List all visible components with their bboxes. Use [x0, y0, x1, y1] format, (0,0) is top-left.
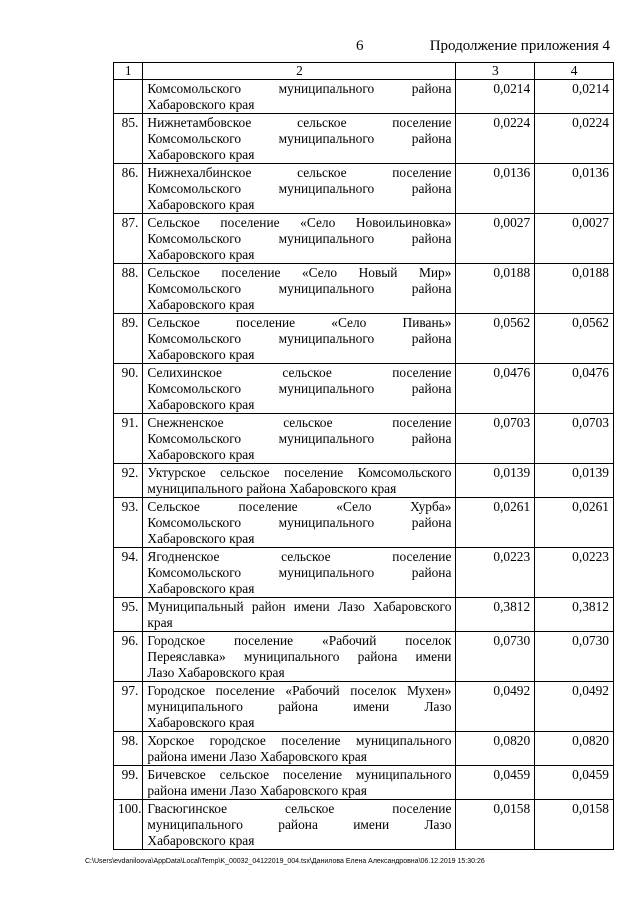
- municipality-name: [143, 766, 456, 800]
- value-column-4: 0,0223: [535, 548, 614, 598]
- row-number: 93.: [114, 498, 143, 548]
- value-column-4: 0,0158: [535, 800, 614, 850]
- table-header-row: [114, 63, 614, 80]
- column-header-3: 3: [456, 63, 535, 80]
- municipality-name: [143, 682, 456, 732]
- value-column-4: 0,0562: [535, 314, 614, 364]
- appendix-continuation-note: Продолжение приложения 4: [429, 38, 610, 54]
- row-number: 92.: [114, 464, 143, 498]
- table-row: [114, 766, 614, 800]
- municipality-name-line: Хабаровского края: [147, 397, 255, 412]
- municipality-name-line: Хабаровского края: [147, 833, 255, 848]
- municipality-name-line: Сельское поселение «Село Пивань»: [147, 315, 452, 330]
- municipality-name-line: Комсомольского муниципального района: [147, 181, 452, 196]
- value-column-4: 0,0820: [535, 732, 614, 766]
- municipality-name-line: Ягодненское сельское поселение: [147, 549, 452, 564]
- municipality-name-line: Комсомольского муниципального района: [147, 515, 452, 530]
- row-number: 100.: [114, 800, 143, 850]
- table-row: [114, 80, 614, 114]
- row-number: 91.: [114, 414, 143, 464]
- table-row: [114, 214, 614, 264]
- municipality-name-line: Хабаровского края: [147, 581, 255, 596]
- value-column-4: 0,0139: [535, 464, 614, 498]
- table-row: [114, 314, 614, 364]
- value-column-4: 0,0188: [535, 264, 614, 314]
- municipality-name-line: Комсомольского муниципального района: [147, 231, 452, 246]
- municipality-name-line: Хабаровского края: [147, 147, 255, 162]
- municipality-name-line: Городское поселение «Рабочий поселок Мухен»: [147, 683, 452, 698]
- row-number: 89.: [114, 314, 143, 364]
- municipality-name-line: Комсомольского муниципального района: [147, 81, 452, 96]
- table-row: [114, 800, 614, 850]
- value-column-3: 0,0214: [456, 80, 535, 114]
- value-column-4: 0,0224: [535, 114, 614, 164]
- municipality-name-line: Хабаровского края: [147, 247, 255, 262]
- municipality-name-line: Комсомольского муниципального района: [147, 331, 452, 346]
- value-column-3: 0,0027: [456, 214, 535, 264]
- municipality-name-line: Хабаровского края: [147, 197, 255, 212]
- table-row: [114, 732, 614, 766]
- municipality-name-line: Комсомольского муниципального района: [147, 565, 452, 580]
- table-row: [114, 598, 614, 632]
- municipality-name: [143, 414, 456, 464]
- row-number: 98.: [114, 732, 143, 766]
- municipality-name-line: Комсомольского муниципального района: [147, 131, 452, 146]
- value-column-3: 0,0562: [456, 314, 535, 364]
- municipality-name: [143, 548, 456, 598]
- municipality-name-line: Переяславка» муниципального района имени: [147, 649, 452, 664]
- municipality-name: [143, 732, 456, 766]
- value-column-3: 0,0158: [456, 800, 535, 850]
- municipality-name-line: Гвасюгинское сельское поселение: [147, 801, 452, 816]
- table-row: [114, 364, 614, 414]
- municipality-name-line: Сельское поселение «Село Новоильиновка»: [147, 215, 452, 230]
- municipality-name-line: Сельское поселение «Село Новый Мир»: [147, 265, 452, 280]
- municipality-name-line: муниципального района имени Лазо: [147, 699, 452, 714]
- municipality-name-line: Хабаровского края: [147, 447, 255, 462]
- row-number: 87.: [114, 214, 143, 264]
- municipality-name-line: Муниципальный район имени Лазо Хабаровского: [147, 599, 452, 614]
- municipality-name-line: муниципального района имени Лазо: [147, 817, 452, 832]
- municipality-name: [143, 314, 456, 364]
- allocation-table: [113, 62, 614, 850]
- row-number: 86.: [114, 164, 143, 214]
- municipality-name-line: муниципального района Хабаровского края: [147, 481, 397, 496]
- footer-file-path: C:\Users\evdaniloova\AppData\Local\Temp\K_00032_04122019_004.tsx\Данилова Елена Александровна\06.12.2019 15:30:26: [85, 858, 485, 865]
- municipality-name-line: Хабаровского края: [147, 347, 255, 362]
- municipality-name-line: Комсомольского муниципального района: [147, 381, 452, 396]
- municipality-name: [143, 598, 456, 632]
- municipality-name-line: Снежненское сельское поселение: [147, 415, 452, 430]
- municipality-name-line: Лазо Хабаровского края: [147, 665, 285, 680]
- municipality-name: [143, 164, 456, 214]
- municipality-name: [143, 80, 456, 114]
- value-column-4: 0,0136: [535, 164, 614, 214]
- column-header-2: 2: [143, 63, 456, 80]
- municipality-name-line: Комсомольского муниципального района: [147, 431, 452, 446]
- value-column-4: 0,3812: [535, 598, 614, 632]
- value-column-4: 0,0492: [535, 682, 614, 732]
- value-column-3: 0,0139: [456, 464, 535, 498]
- row-number: 94.: [114, 548, 143, 598]
- table-row: [114, 264, 614, 314]
- municipality-name-line: Сельское поселение «Село Хурба»: [147, 499, 452, 514]
- value-column-3: 0,0459: [456, 766, 535, 800]
- municipality-name: [143, 214, 456, 264]
- table-row: [114, 632, 614, 682]
- column-header-4: 4: [535, 63, 614, 80]
- municipality-name-line: края: [147, 615, 173, 630]
- page-number: 6: [356, 38, 364, 54]
- value-column-3: 0,0223: [456, 548, 535, 598]
- row-number: 97.: [114, 682, 143, 732]
- value-column-3: 0,0188: [456, 264, 535, 314]
- value-column-3: 0,0492: [456, 682, 535, 732]
- value-column-4: 0,0730: [535, 632, 614, 682]
- table-row: [114, 682, 614, 732]
- value-column-3: 0,0476: [456, 364, 535, 414]
- value-column-3: 0,0136: [456, 164, 535, 214]
- municipality-name-line: Селихинское сельское поселение: [147, 365, 452, 380]
- value-column-4: 0,0027: [535, 214, 614, 264]
- value-column-4: 0,0703: [535, 414, 614, 464]
- municipality-name-line: Хабаровского края: [147, 531, 255, 546]
- value-column-4: 0,0476: [535, 364, 614, 414]
- value-column-4: 0,0214: [535, 80, 614, 114]
- municipality-name-line: Нижнетамбовское сельское поселение: [147, 115, 452, 130]
- municipality-name-line: Хабаровского края: [147, 297, 255, 312]
- table-row: [114, 414, 614, 464]
- column-header-1: 1: [114, 63, 143, 80]
- table-row: [114, 498, 614, 548]
- row-number: 99.: [114, 766, 143, 800]
- value-column-3: 0,0730: [456, 632, 535, 682]
- municipality-name: [143, 364, 456, 414]
- value-column-3: 0,3812: [456, 598, 535, 632]
- municipality-name-line: Хорское городское поселение муниципального: [147, 733, 452, 748]
- municipality-name-line: Комсомольского муниципального района: [147, 281, 452, 296]
- municipality-name: [143, 800, 456, 850]
- value-column-3: 0,0703: [456, 414, 535, 464]
- value-column-3: 0,0261: [456, 498, 535, 548]
- municipality-name-line: Уктурское сельское поселение Комсомольского: [147, 465, 452, 480]
- municipality-name: [143, 464, 456, 498]
- table-row: [114, 164, 614, 214]
- row-number: 90.: [114, 364, 143, 414]
- municipality-name-line: Городское поселение «Рабочий поселок: [147, 633, 452, 648]
- municipality-name-line: Нижнехалбинское сельское поселение: [147, 165, 452, 180]
- value-column-3: 0,0820: [456, 732, 535, 766]
- table-row: [114, 548, 614, 598]
- municipality-name: [143, 114, 456, 164]
- value-column-4: 0,0459: [535, 766, 614, 800]
- table-row: [114, 464, 614, 498]
- municipality-name-line: Хабаровского края: [147, 715, 255, 730]
- municipality-name: [143, 498, 456, 548]
- municipality-name: [143, 264, 456, 314]
- municipality-name-line: Бичевское сельское поселение муниципального: [147, 767, 452, 782]
- municipality-name-line: Хабаровского края: [147, 97, 255, 112]
- row-number: [114, 80, 143, 114]
- value-column-3: 0,0224: [456, 114, 535, 164]
- row-number: 88.: [114, 264, 143, 314]
- municipality-name-line: района имени Лазо Хабаровского края: [147, 783, 367, 798]
- municipality-name: [143, 632, 456, 682]
- value-column-4: 0,0261: [535, 498, 614, 548]
- row-number: 85.: [114, 114, 143, 164]
- table-row: [114, 114, 614, 164]
- row-number: 95.: [114, 598, 143, 632]
- municipality-name-line: района имени Лазо Хабаровского края: [147, 749, 367, 764]
- row-number: 96.: [114, 632, 143, 682]
